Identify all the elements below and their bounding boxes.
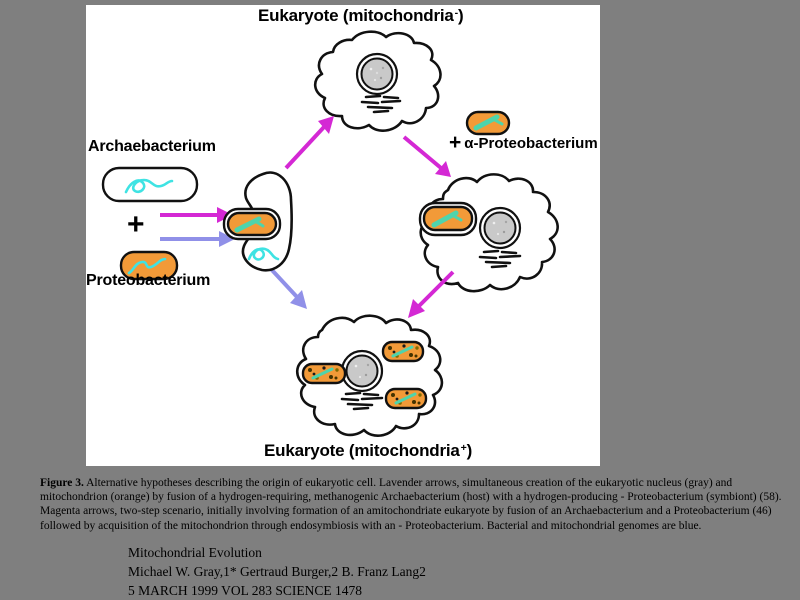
- mitochondrion-icon: [386, 389, 426, 408]
- magenta-arrow-top-to-intermediate: [404, 137, 451, 177]
- mitochondrion-icon: [383, 342, 423, 361]
- magenta-arrow-fusion: [160, 207, 233, 223]
- caption-line: Figure 3. Alternative hypotheses describing the origin of eukaryotic cell. Lavender arrows, simultaneous creation of the eukaryotic nucleus (gray) and: [40, 477, 733, 489]
- engulfed-proteobacterium-icon: [424, 207, 472, 230]
- lavender-arrow-host-to-bottom: [271, 269, 307, 309]
- eukaryote-plus-cell: [297, 316, 442, 436]
- host-fusion-cell: [224, 173, 292, 271]
- citation-source: 5 MARCH 1999 VOL 283 SCIENCE 1478: [128, 583, 363, 598]
- citation-block: [128, 543, 426, 600]
- magenta-arrow-host-to-top: [286, 116, 334, 168]
- magenta-arrow-intermediate-to-bottom: [408, 272, 453, 318]
- caption-line: followed by acquisition of the mitochondrion through endosymbiosis with an - Proteobacterium. Bacterial and mitochondrial genomes are blue.: [40, 519, 702, 532]
- caption-line: mitochondrion (orange) by fusion of a hydrogen-requiring, methanogenic Archaebacterium (host) with a hydrogen-producing - Proteobacterium (symbiont) (58).: [40, 491, 782, 504]
- top-cell-label: Eukaryote (mitochondria-): [258, 6, 464, 25]
- archaebacterium-label: Archaebacterium: [88, 138, 216, 155]
- bottom-cell-label: Eukaryote (mitochondria+): [264, 441, 473, 460]
- eukaryote-intermediate-cell: [420, 174, 558, 291]
- lavender-arrow-fusion: [160, 231, 235, 247]
- nucleus-icon: [342, 351, 382, 391]
- citation-authors: Michael W. Gray,1* Gertraud Burger,2 B. Franz Lang2: [128, 564, 426, 579]
- nucleus-icon: [357, 54, 397, 94]
- citation-title: Mitochondrial Evolution: [128, 545, 262, 560]
- plus-sign: +: [449, 131, 462, 154]
- proteobacterium-label: Proteobacterium: [86, 272, 211, 289]
- figure-number: Figure 3.: [40, 477, 84, 489]
- mitochondrion-icon: [303, 364, 345, 383]
- figure-caption: [40, 476, 790, 533]
- nucleus-icon: [480, 208, 520, 248]
- archaebacterium-cell: [103, 168, 197, 201]
- caption-line: Magenta arrows, two-step scenario, initially involving formation of an amitochondriate eukaryote by fusion of an Archaebacterium and a Proteobacterium (46): [40, 505, 772, 518]
- plus-sign: +: [127, 208, 145, 241]
- alpha-proteobacterium-label: + α-Proteobacterium: [449, 131, 598, 154]
- eukaryote-minus-cell: [315, 32, 440, 131]
- engulfed-proteobacterium-icon: [228, 213, 276, 235]
